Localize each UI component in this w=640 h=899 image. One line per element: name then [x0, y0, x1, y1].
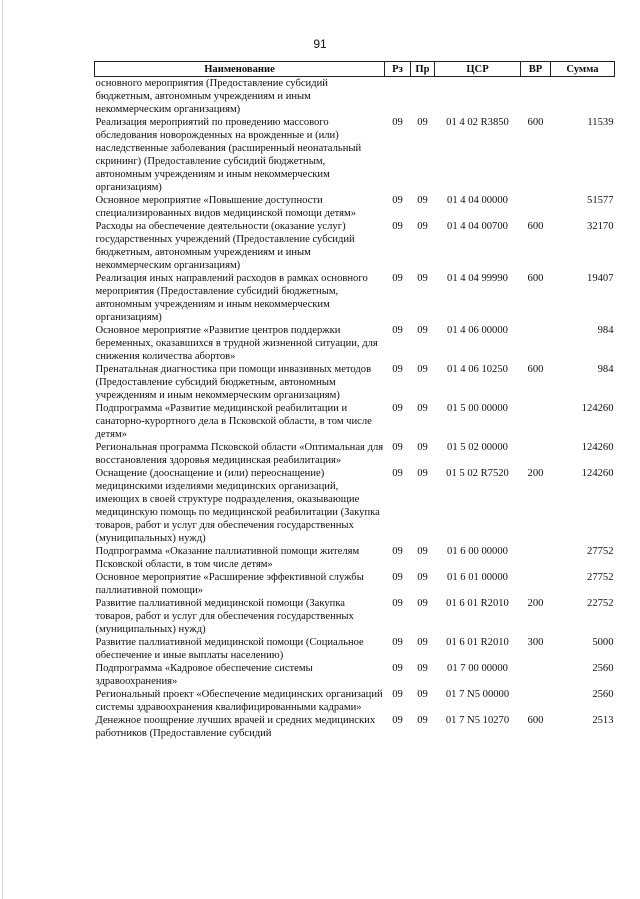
- table-header-row: [95, 62, 615, 77]
- table-row: [95, 116, 615, 194]
- cell-pr: 09: [417, 117, 428, 128]
- cell-csr: 01 4 04 00000: [447, 195, 508, 206]
- cell-vr: 200: [527, 468, 544, 479]
- cell-csr: 01 5 02 R7520: [446, 468, 509, 479]
- table-row: [95, 324, 615, 363]
- cell-csr: 01 7 N5 10270: [445, 715, 510, 726]
- cell-sum: 27752: [587, 546, 614, 557]
- cell-vr: [521, 688, 551, 714]
- cell-csr: 01 5 02 00000: [447, 442, 508, 453]
- cell-vr: 200: [527, 598, 544, 609]
- cell-rz: 09: [392, 273, 403, 284]
- cell-sum: 124260: [581, 442, 614, 453]
- cell-rz: [385, 77, 411, 117]
- cell-name: Развитие паллиативной медицинской помощи (Закупка товаров, работ и услуг для обеспечения государственных (муниципальных) нужд): [95, 598, 354, 635]
- table-row: [95, 662, 615, 688]
- cell-sum: 2513: [592, 715, 614, 726]
- cell-name: Реализация мероприятий по проведению массового обследования новорожденных на врожденные и (или) наследственные заболевания (расширенный неонатальный скрининг) (Предоставление субсидий бюджетным, автономным учреждениям и иным некоммерческим организациям): [95, 117, 362, 193]
- header-csr: ЦСР: [435, 62, 521, 77]
- cell-pr: [411, 77, 435, 117]
- cell-csr: 01 7 N5 00000: [445, 689, 510, 700]
- cell-rz: 09: [392, 715, 403, 726]
- cell-name: Реализация иных направлений расходов в рамках основного мероприятия (Предоставление субсидий бюджетным, автономным учреждениям и иным некоммерческим организациям): [95, 273, 368, 323]
- cell-name: Основное мероприятие «Расширение эффективной службы паллиативной помощи»: [95, 572, 364, 596]
- cell-pr: 09: [417, 325, 428, 336]
- table-row: [95, 636, 615, 662]
- table-row: [95, 467, 615, 545]
- budget-table: [94, 61, 615, 740]
- cell-sum: 984: [597, 364, 614, 375]
- cell-csr: 01 4 06 10250: [447, 364, 508, 375]
- cell-vr: 600: [527, 364, 544, 375]
- table-row: [95, 77, 615, 117]
- cell-name: Развитие паллиативной медицинской помощи (Социальное обеспечение и иные выплаты населению): [95, 637, 364, 661]
- cell-csr: 01 7 00 00000: [447, 663, 508, 674]
- cell-sum: 27752: [587, 572, 614, 583]
- cell-sum: 5000: [592, 637, 614, 648]
- cell-csr: 01 5 00 00000: [447, 403, 508, 414]
- cell-vr: [521, 571, 551, 597]
- cell-pr: 09: [417, 546, 428, 557]
- cell-pr: 09: [417, 403, 428, 414]
- cell-pr: 09: [417, 715, 428, 726]
- cell-vr: [521, 441, 551, 467]
- cell-rz: 09: [392, 546, 403, 557]
- cell-pr: 09: [417, 598, 428, 609]
- cell-pr: 09: [417, 689, 428, 700]
- cell-name: Основное мероприятие «Развитие центров поддержки беременных, оказавшихся в трудной жизненной ситуации, для снижения количества абортов»: [95, 325, 378, 362]
- cell-pr: 09: [417, 195, 428, 206]
- table-row: [95, 220, 615, 272]
- table-row: [95, 571, 615, 597]
- cell-vr: [521, 194, 551, 220]
- cell-vr: 600: [527, 221, 544, 232]
- cell-vr: 600: [527, 117, 544, 128]
- cell-name: Региональный проект «Обеспечение медицинских организаций системы здравоохранения квалифицированными кадрами»: [95, 689, 383, 713]
- cell-sum: 19407: [587, 273, 614, 284]
- cell-vr: [521, 324, 551, 363]
- cell-vr: [521, 77, 551, 117]
- header-name: Наименование: [95, 62, 385, 77]
- header-vr: ВР: [521, 62, 551, 77]
- table-row: [95, 363, 615, 402]
- cell-vr: 300: [527, 637, 544, 648]
- table-row: [95, 441, 615, 467]
- cell-name: Расходы на обеспечение деятельности (оказание услуг) государственных учреждений (Предоставление субсидий бюджетным, автономным учреждениям и иным некоммерческим организациям): [95, 221, 355, 271]
- cell-vr: [521, 662, 551, 688]
- cell-rz: 09: [392, 598, 403, 609]
- cell-name: Основное мероприятие «Повышение доступности специализированных видов медицинской помощи детям»: [95, 195, 357, 219]
- cell-rz: 09: [392, 442, 403, 453]
- cell-sum: 124260: [581, 403, 614, 414]
- cell-name: Подпрограмма «Кадровое обеспечение системы здравоохранения»: [95, 663, 313, 687]
- header-rz: Рз: [385, 62, 411, 77]
- table-row: [95, 545, 615, 571]
- cell-rz: 09: [392, 325, 403, 336]
- cell-rz: 09: [392, 572, 403, 583]
- header-pr: Пр: [411, 62, 435, 77]
- cell-csr: 01 6 01 00000: [447, 572, 508, 583]
- table-row: [95, 688, 615, 714]
- cell-name: Оснащение (дооснащение и (или) переоснащение) медицинскими изделиями медицинских организаций, имеющих в своей структуре подразделения, оказывающие медицинскую помощь по медицинской реабилитации (Закупка товаров, работ и услуг для обеспечения государственных (муниципальных) нужд): [95, 468, 380, 544]
- table-row: [95, 194, 615, 220]
- cell-rz: 09: [392, 195, 403, 206]
- cell-pr: 09: [417, 273, 428, 284]
- cell-csr: 01 4 06 00000: [447, 325, 508, 336]
- cell-name: Региональная программа Псковской области «Оптимальная для восстановления здоровья медицинская реабилитация»: [95, 442, 384, 466]
- scan-edge-line: [2, 0, 3, 899]
- cell-sum: 2560: [592, 689, 614, 700]
- cell-rz: 09: [392, 689, 403, 700]
- cell-rz: 09: [392, 117, 403, 128]
- cell-rz: 09: [392, 221, 403, 232]
- page-number: 91: [313, 37, 327, 51]
- cell-pr: 09: [417, 221, 428, 232]
- table-row: [95, 272, 615, 324]
- cell-rz: 09: [392, 403, 403, 414]
- cell-rz: 09: [392, 663, 403, 674]
- cell-rz: 09: [392, 468, 403, 479]
- cell-name: Подпрограмма «Оказание паллиативной помощи жителям Псковской области, в том числе детям»: [95, 546, 360, 570]
- cell-name: Денежное поощрение лучших врачей и средних медицинских работников (Предоставление субсидий: [95, 715, 376, 739]
- table-row: [95, 402, 615, 441]
- cell-vr: 600: [527, 715, 544, 726]
- cell-pr: 09: [417, 663, 428, 674]
- cell-csr: 01 4 04 00700: [447, 221, 508, 232]
- cell-name: Подпрограмма «Развитие медицинской реабилитации и санаторно-курортного дела в Псковской области, в том числе детям»: [95, 403, 372, 440]
- cell-sum: 32170: [587, 221, 614, 232]
- cell-name: основного мероприятия (Предоставление субсидий бюджетным, автономным учреждениям и иным некоммерческим организациям): [95, 78, 328, 115]
- cell-csr: 01 4 04 99990: [447, 273, 508, 284]
- cell-sum: [551, 77, 615, 117]
- cell-sum: 22752: [587, 598, 614, 609]
- cell-csr: 01 4 02 R3850: [446, 117, 509, 128]
- cell-vr: [521, 402, 551, 441]
- cell-pr: 09: [417, 442, 428, 453]
- cell-name: Пренатальная диагностика при помощи инвазивных методов (Предоставление субсидий бюджетным, автономным учреждениям и иным некоммерческим организациям): [95, 364, 372, 401]
- cell-csr: 01 6 01 R2010: [446, 598, 509, 609]
- cell-pr: 09: [417, 364, 428, 375]
- cell-csr: 01 6 00 00000: [447, 546, 508, 557]
- cell-rz: 09: [392, 637, 403, 648]
- cell-rz: 09: [392, 364, 403, 375]
- cell-csr: 01 6 01 R2010: [446, 637, 509, 648]
- table-row: [95, 597, 615, 636]
- cell-sum: 11539: [587, 117, 614, 128]
- table-row: [95, 714, 615, 740]
- header-sum: Сумма: [551, 62, 615, 77]
- cell-csr: [435, 77, 521, 117]
- cell-vr: 600: [527, 273, 544, 284]
- cell-vr: [521, 545, 551, 571]
- cell-pr: 09: [417, 572, 428, 583]
- cell-sum: 984: [597, 325, 614, 336]
- cell-sum: 124260: [581, 468, 614, 479]
- cell-pr: 09: [417, 637, 428, 648]
- cell-sum: 51577: [587, 195, 614, 206]
- cell-pr: 09: [417, 468, 428, 479]
- cell-sum: 2560: [592, 663, 614, 674]
